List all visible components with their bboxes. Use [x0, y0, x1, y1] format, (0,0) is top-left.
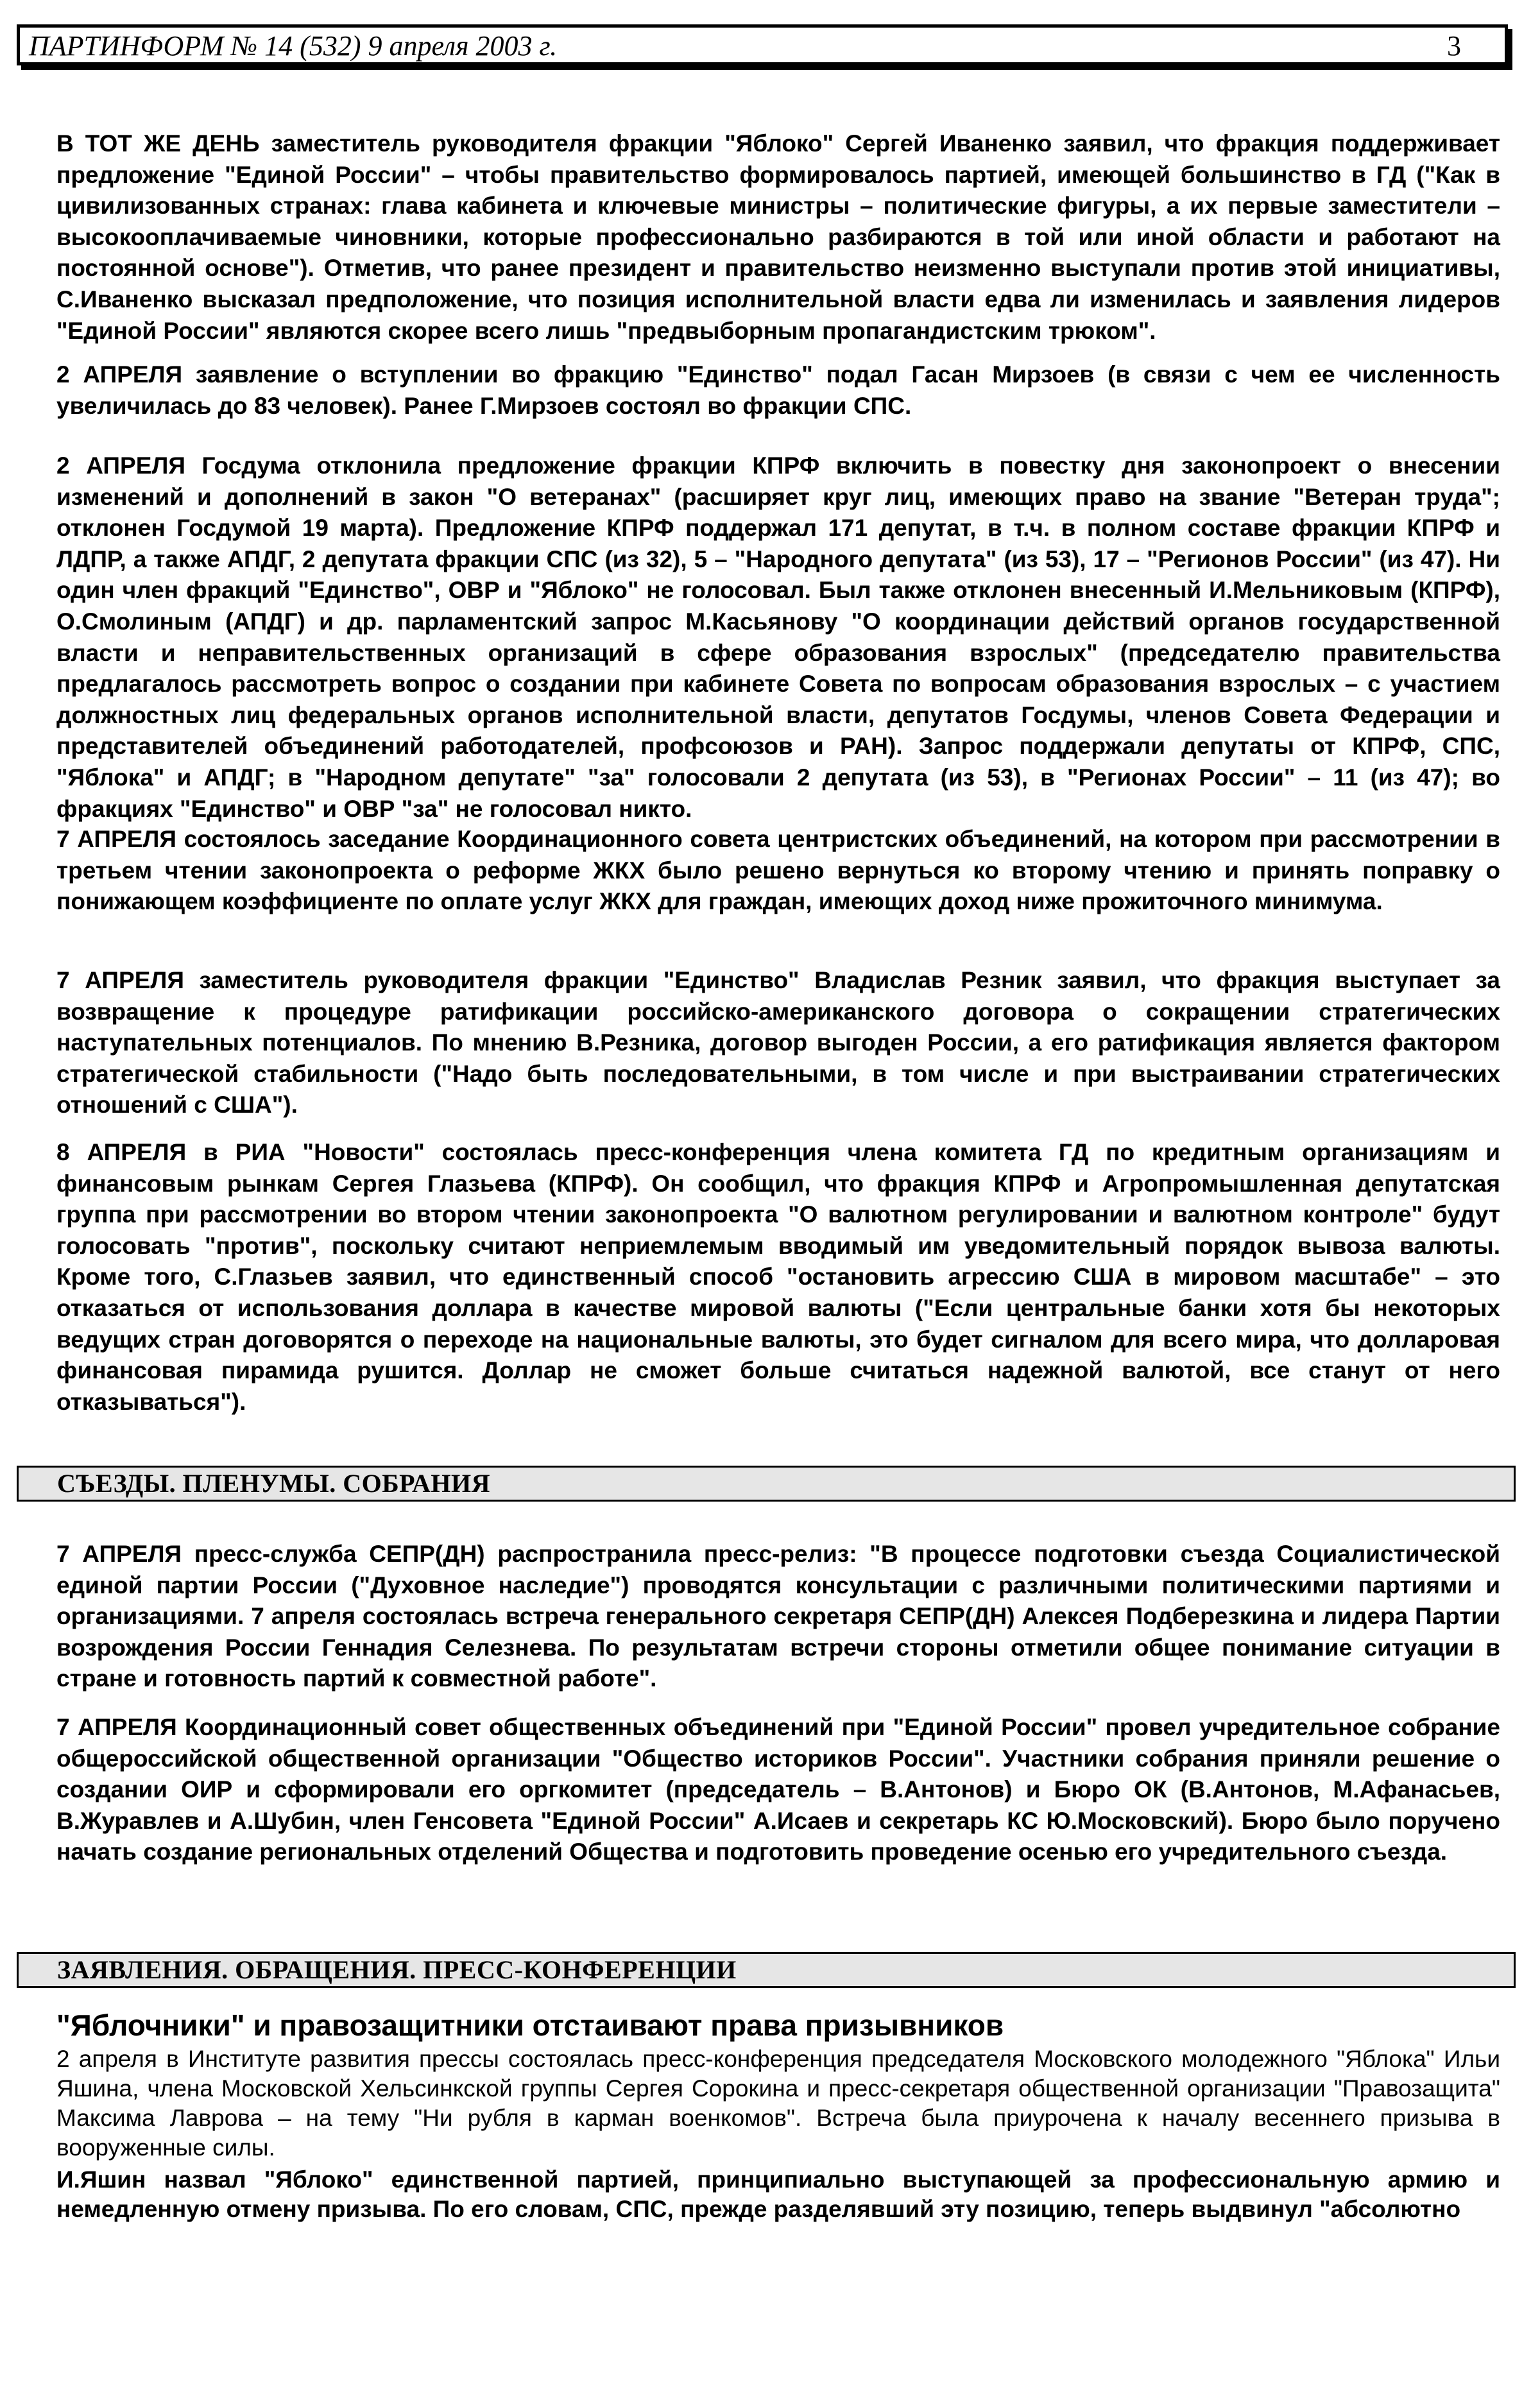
- news-paragraph: 7 АПРЕЛЯ пресс-служба СЕПР(ДН) распространила пресс-релиз: "В процессе подготовки съезда Социалистической единой партии России ("Духовное наследие") проводятся консультации с различными политическими партиями и организациями. 7 апреля состоялась встреча генерального секретаря СЕПР(ДН) Алексея Подберезкина и лидера Партии возрождения России Геннадия Селезнева. По результатам встречи стороны отметили общее понимание ситуации в стране и готовность партий к совместной работе".: [56, 1541, 1500, 1692]
- news-paragraph: 7 АПРЕЛЯ состоялось заседание Координационного совета центристских объединений, на котором при рассмотрении в третьем чтении законопроекта о реформе ЖКХ было решено вернуться ко второму чтению и принять поправку о понижающем коэффициенте по оплате услуг ЖКХ для граждан, имеющих доход ниже прожиточного минимума.: [56, 826, 1500, 915]
- news-paragraph: 8 АПРЕЛЯ в РИА "Новости" состоялась пресс-конференция члена комитета ГД по кредитным организациям и финансовым рынкам Сергея Глазьева (КПРФ). Он сообщил, что фракция КПРФ и Агропромышленная депутатская группа при рассмотрении во втором чтении законопроекта "О валютном регулировании и валютном контроле" будут голосовать "против", поскольку считают неприемлемым вводимый им уведомительный порядок вывоза валюты. Кроме того, С.Глазьев заявил, что единственный способ "остановить агрессию США в мировом масштабе" – это отказаться от использования доллара в качестве мировой валюты ("Если центральные банки хотя бы некоторых ведущих стран договорятся о переходе на национальные валюты, это будет сигналом для всего мира, что долларовая финансовая пирамида рушится. Доллар не сможет больше считаться надежной валютой, все станут от него отказываться").: [56, 1139, 1500, 1415]
- section-heading: СЪЕЗДЫ. ПЛЕНУМЫ. СОБРАНИЯ: [17, 1466, 1516, 1502]
- publication-title: ПАРТИНФОРМ № 14 (532) 9 апреля 2003 г.: [29, 30, 558, 62]
- article-paragraph: И.Яшин назвал "Яблоко" единственной партией, принципиально выступающей за профессиональную армию и немедленную отмену призыва. По его словам, СПС, прежде разделявший эту позицию, теперь выдвинул "абсолютно: [56, 2166, 1500, 2222]
- news-paragraph: 7 АПРЕЛЯ Координационный совет общественных объединений при "Единой России" провел учредительное собрание общероссийской общественной организации "Общество историков России". Участники собрания приняли решение о создании ОИР и сформировали его оргкомитет (председатель – В.Антонов) и Бюро ОК (В.Антонов, М.Афанасьев, В.Журавлев и А.Шубин, член Генсовета "Единой России" А.Исаев и секретарь КС Ю.Московский). Бюро было поручено начать создание региональных отделений Общества и подготовить проведение осенью его учредительного съезда.: [56, 1714, 1500, 1865]
- section-heading: ЗАЯВЛЕНИЯ. ОБРАЩЕНИЯ. ПРЕСС-КОНФЕРЕНЦИИ: [17, 1952, 1516, 1988]
- news-paragraph: В ТОТ ЖЕ ДЕНЬ заместитель руководителя фракции "Яблоко" Сергей Иваненко заявил, что фракция поддерживает предложение "Единой России" – чтобы правительство формировалось партией, имеющей большинство в ГД ("Как в цивилизованных странах: глава кабинета и ключевые министры – политические фигуры, а их первые заместители – высокооплачиваемые чиновники, которые профессионально разбираются в той или иной области и работают на постоянной основе"). Отметив, что ранее президент и правительство неизменно выступали против этой инициативы, С.Иваненко высказал предположение, что позиция исполнительной власти едва ли изменилась и заявления лидеров "Единой России" являются скорее всего лишь "предвыборным пропагандистским трюком".: [56, 130, 1500, 344]
- page-header: [17, 24, 1508, 65]
- news-paragraph: 7 АПРЕЛЯ заместитель руководителя фракции "Единство" Владислав Резник заявил, что фракция выступает за возвращение к процедуре ратификации российско-американского договора о сокращении стратегических наступательных потенциалов. По мнению В.Резника, договор выгоден России, а его ратификация является фактором стратегической стабильности ("Надо быть последовательными, в том числе и при выстраивании стратегических отношений с США").: [56, 967, 1500, 1118]
- news-paragraph: 2 АПРЕЛЯ Госдума отклонила предложение фракции КПРФ включить в повестку дня законопроект о внесении изменений и дополнений в закон "О ветеранах" (расширяет круг лиц, имеющих право на звание "Ветеран труда"; отклонен Госдумой 19 марта). Предложение КПРФ поддержал 171 депутат, в т.ч. в полном составе фракции КПРФ и ЛДПР, а также АПДГ, 2 депутата фракции СПС (из 32), 5 – "Народного депутата" (из 53), 17 – "Регионов России" (из 47). Ни один член фракций "Единство", ОВР и "Яблоко" не голосовал. Был также отклонен внесенный И.Мельниковым (КПРФ), О.Смолиным (АПДГ) и др. парламентский запрос М.Касьянову "О координации действий органов государственной власти и неправительственных организаций в сфере образования взрослых" (председателю правительства предлагалось рассмотреть вопрос о создании при кабинете Совета по вопросам образования взрослых – с участием должностных лиц федеральных органов исполнительной власти, депутатов Госдумы, членов Совета Федерации и представителей объединений работодателей, профсоюзов и РАН). Запрос поддержали депутаты от КПРФ, СПС, "Яблока" и АПДГ; в "Народном депутате" "за" голосовали 2 депутата (из 53), в "Регионах России" – 11 (из 47); во фракциях "Единство" и ОВР "за" не голосовал никто.: [56, 452, 1500, 822]
- page-number: 3: [1447, 30, 1461, 62]
- news-paragraph: 2 АПРЕЛЯ заявление о вступлении во фракцию "Единство" подал Гасан Мирзоев (в связи с чем ее численность увеличилась до 83 человек). Ранее Г.Мирзоев состоял во фракции СПС.: [56, 361, 1500, 419]
- article-paragraph: 2 апреля в Институте развития прессы состоялась пресс-конференция председателя Московского молодежного "Яблока" Ильи Яшина, члена Московской Хельсинкской группы Сергея Сорокина и пресс-секретаря общественной организации "Правозащита" Максима Лаврова – на тему "Ни рубля в карман военкомов". Встреча была приурочена к началу весеннего призыва в вооруженные силы.: [56, 2046, 1500, 2161]
- article-title: "Яблочники" и правозащитники отстаивают права призывников: [56, 2009, 1004, 2042]
